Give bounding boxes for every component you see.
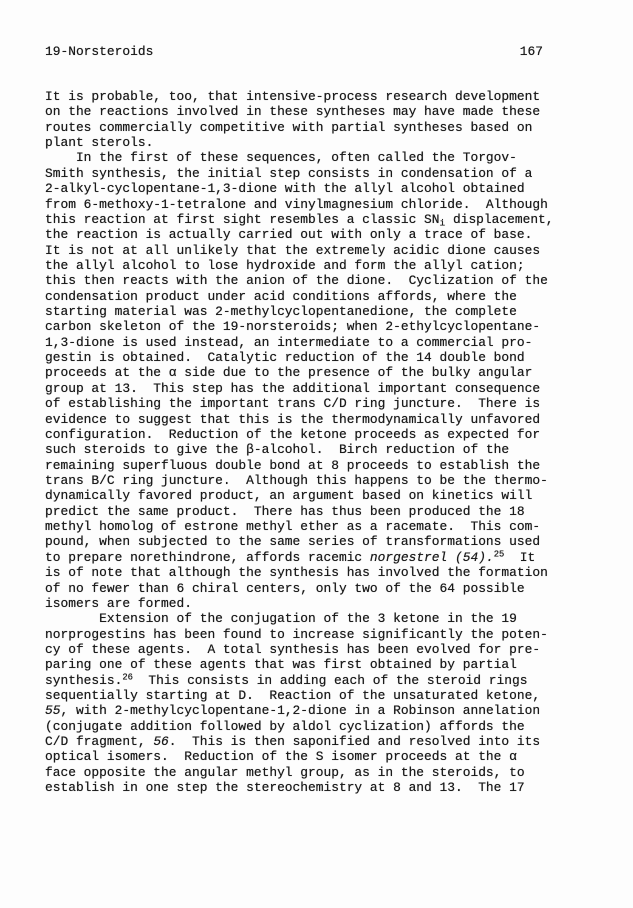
text-line: remaining superfluous double bond at 8 proceeds to establish the xyxy=(45,457,541,473)
text-line: the allyl alcohol to lose hydroxide and form the allyl cation; xyxy=(45,257,525,273)
text-line: such steroids to give the β-alcohol. Birch reduction of the xyxy=(45,442,510,458)
text-line: of no fewer than 6 chiral centers, only two of the 64 possible xyxy=(45,580,525,596)
text-line: proceeds at the α side due to the presence of the bulky angular xyxy=(45,365,533,381)
text-line: this reaction at first sight resembles a classic $SN_i$ displacement, xyxy=(45,211,554,229)
text-line: norprogestins has been found to increase significantly the poten- xyxy=(45,626,548,642)
page-number: 167 xyxy=(519,44,543,59)
text-line: plant sterols. xyxy=(45,135,154,151)
body-text xyxy=(45,89,554,796)
text-line: synthesis.$^{26}$ This consists in adding each of the steroid rings xyxy=(45,672,528,688)
text-line: establish in one step the stereochemistry at 8 and 13. The 17 xyxy=(45,780,525,796)
text-line: dynamically favored product, an argument based on kinetics will xyxy=(45,488,533,504)
text-line: 2-alkyl-cyclopentane-1,3-dione with the allyl alcohol obtained xyxy=(45,181,525,197)
text-line: isomers are formed. xyxy=(45,595,192,611)
text-line: face opposite the angular methyl group, as in the steroids, to xyxy=(45,764,525,780)
text-line: optical isomers. Reduction of the S isomer proceeds at the α xyxy=(45,749,517,765)
text-line: condensation product under acid conditions affords, where the xyxy=(45,288,517,304)
text-line: gestin is obtained. Catalytic reduction of the 14 double bond xyxy=(45,350,525,366)
text-line: Extension of the conjugation of the 3 ketone in the 19 xyxy=(45,611,517,627)
text-line: to prepare norethindrone, affords racemic norgestrel (54).$^{25}$ It xyxy=(45,549,536,565)
text-line: is of note that although the synthesis has involved the formation xyxy=(45,565,548,581)
text-line: (conjugate addition followed by aldol cyclization) affords the xyxy=(45,718,525,734)
text-line: on the reactions involved in these syntheses may have made these xyxy=(45,104,541,120)
text-line: routes commercially competitive with partial syntheses based on xyxy=(45,119,533,135)
text-line: 1,3-dione is used instead, an intermediate to a commercial pro- xyxy=(45,334,533,350)
text-line: C/D fragment, 56. This is then saponified and resolved into its xyxy=(45,734,541,750)
text-line: methyl homolog of estrone methyl ether as a racemate. This com- xyxy=(45,519,541,535)
text-line: It is probable, too, that intensive-process research development xyxy=(45,89,541,104)
text-line: the reaction is actually carried out with only a trace of base. xyxy=(45,227,533,243)
text-line: cy of these agents. A total synthesis has been evolved for pre- xyxy=(45,641,541,657)
text-line: paring one of these agents that was first obtained by partial xyxy=(45,657,517,673)
text-line: carbon skeleton of the 19-norsteroids; when 2-ethylcyclopentane- xyxy=(45,319,541,335)
page-header xyxy=(45,44,543,59)
text-line: from 6-methoxy-1-tetralone and vinylmagnesium chloride. Although xyxy=(45,196,548,212)
paragraph xyxy=(45,611,554,795)
text-line: Smith synthesis, the initial step consists in condensation of a xyxy=(45,165,533,181)
running-title: 19-Norsteroids xyxy=(45,44,154,59)
text-line: group at 13. This step has the additional important consequence xyxy=(45,380,541,396)
text-line: this then reacts with the anion of the dione. Cyclization of the xyxy=(45,273,548,289)
text-line: starting material was 2-methylcyclopentanedione, the complete xyxy=(45,304,517,320)
text-line: sequentially starting at D. Reaction of the unsaturated ketone, xyxy=(45,688,541,704)
paragraph xyxy=(45,89,554,150)
text-line: predict the same product. There has thus been produced the 18 xyxy=(45,503,525,519)
text-line: pound, when subjected to the same series of transformations used xyxy=(45,534,541,550)
text-line: evidence to suggest that this is the thermodynamically unfavored xyxy=(45,411,541,427)
text-line: It is not at all unlikely that the extremely acidic dione causes xyxy=(45,242,541,258)
text-line: of establishing the important trans C/D ring juncture. There is xyxy=(45,396,541,412)
paragraph xyxy=(45,150,554,611)
text-line: configuration. Reduction of the ketone proceeds as expected for xyxy=(45,426,541,442)
text-line: In the first of these sequences, often called the Torgov- xyxy=(45,150,517,166)
text-line: 55, with 2-methylcyclopentane-1,2-dione in a Robinson annelation xyxy=(45,703,541,719)
text-line: trans B/C ring juncture. Although this happens to be the thermo- xyxy=(45,472,548,488)
